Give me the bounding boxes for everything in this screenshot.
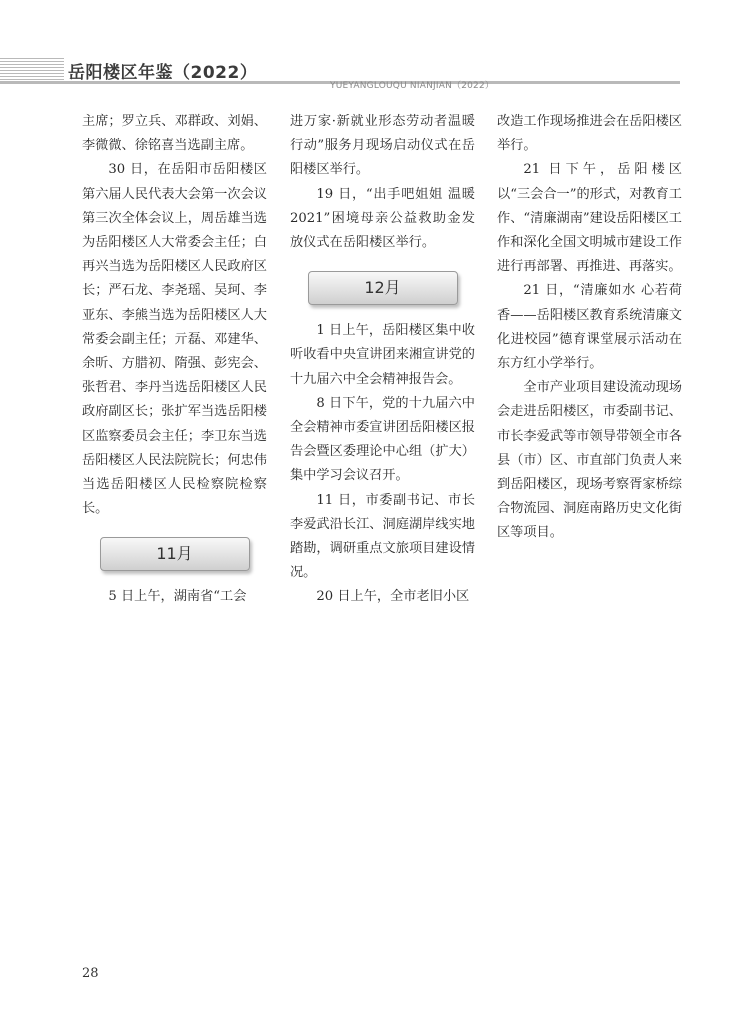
header-decoration-lines bbox=[0, 58, 64, 80]
paragraph: 5 日上午，湖南省“工会 bbox=[108, 589, 247, 605]
paragraph: 主席；罗立兵、邓群政、刘娟、李微微、徐铭喜当选副主席。 bbox=[82, 114, 267, 154]
paragraph: 21 日下午，岳阳楼区以“三会合一”的形式，对教育工作、“清廉湖南”建设岳阳楼区工作和深化全国文明城市建设工作进行再部署、再推进、再落实。 bbox=[497, 162, 682, 275]
text-column-2 bbox=[290, 110, 475, 610]
paragraph: 1 日上午，岳阳楼区集中收听收看中央宣讲团来湘宣讲党的十九届六中全会精神报告会。 bbox=[290, 323, 475, 387]
running-header-subtitle: YUEYANGLOUQU NIANJIAN（2022） bbox=[330, 81, 495, 91]
paragraph: 30 日，在岳阳市岳阳楼区第六届人民代表大会第一次会议第三次全体会议上，周岳雄当选为岳阳楼区人大常委会主任；白再兴当选为岳阳楼区人民政府区长；严石龙、李尧瑶、吴珂、李亚东、李熊当选为岳阳楼区人大常委会副主任；亓磊、邓建华、余昕、方腊初、隋强、彭宪会、张哲君、李丹当选岳阳楼区人民政府副区长；张扩军当选岳阳楼区监察委员会主任；李卫东当选岳阳楼区人民法院院长；何忠伟当选岳阳楼区人民检察院检察长。 bbox=[82, 162, 267, 517]
paragraph: 进万家·新就业形态劳动者温暖行动”服务月现场启动仪式在岳阳楼区举行。 bbox=[290, 114, 475, 178]
paragraph: 21 日，“清廉如水 心若荷香——岳阳楼区教育系统清廉文化进校园”德育课堂展示活动在东方红小学举行。 bbox=[497, 283, 682, 372]
paragraph: 20 日上午，全市老旧小区 bbox=[316, 589, 470, 605]
running-header-title: 岳阳楼区年鉴（2022） bbox=[68, 63, 258, 83]
paragraph: 8 日下午，党的十九届六中全会精神市委宣讲团岳阳楼区报告会暨区委理论中心组（扩大）集中学习会议召开。 bbox=[290, 395, 475, 484]
month-heading-november: 11月 bbox=[100, 537, 250, 571]
month-heading-december: 12月 bbox=[308, 271, 458, 305]
paragraph: 11 日，市委副书记、市长李爱武沿长江、洞庭湖岸线实地踏勘，调研重点文旅项目建设情况。 bbox=[290, 492, 475, 581]
paragraph: 19 日，“出手吧姐姐 温暖 2021”困境母亲公益救助金发放仪式在岳阳楼区举行。 bbox=[290, 186, 475, 251]
paragraph: 全市产业项目建设流动现场会走进岳阳楼区，市委副书记、市长李爱武等市领导带领全市各县（市）区、市直部门负责人来到岳阳楼区，现场考察胥家桥综合物流园、洞庭南路历史文化街区等项目。 bbox=[497, 380, 682, 541]
paragraph: 改造工作现场推进会在岳阳楼区举行。 bbox=[497, 114, 682, 154]
page-number: 28 bbox=[82, 966, 99, 981]
text-column-3 bbox=[497, 110, 682, 546]
text-column-1 bbox=[82, 110, 267, 610]
